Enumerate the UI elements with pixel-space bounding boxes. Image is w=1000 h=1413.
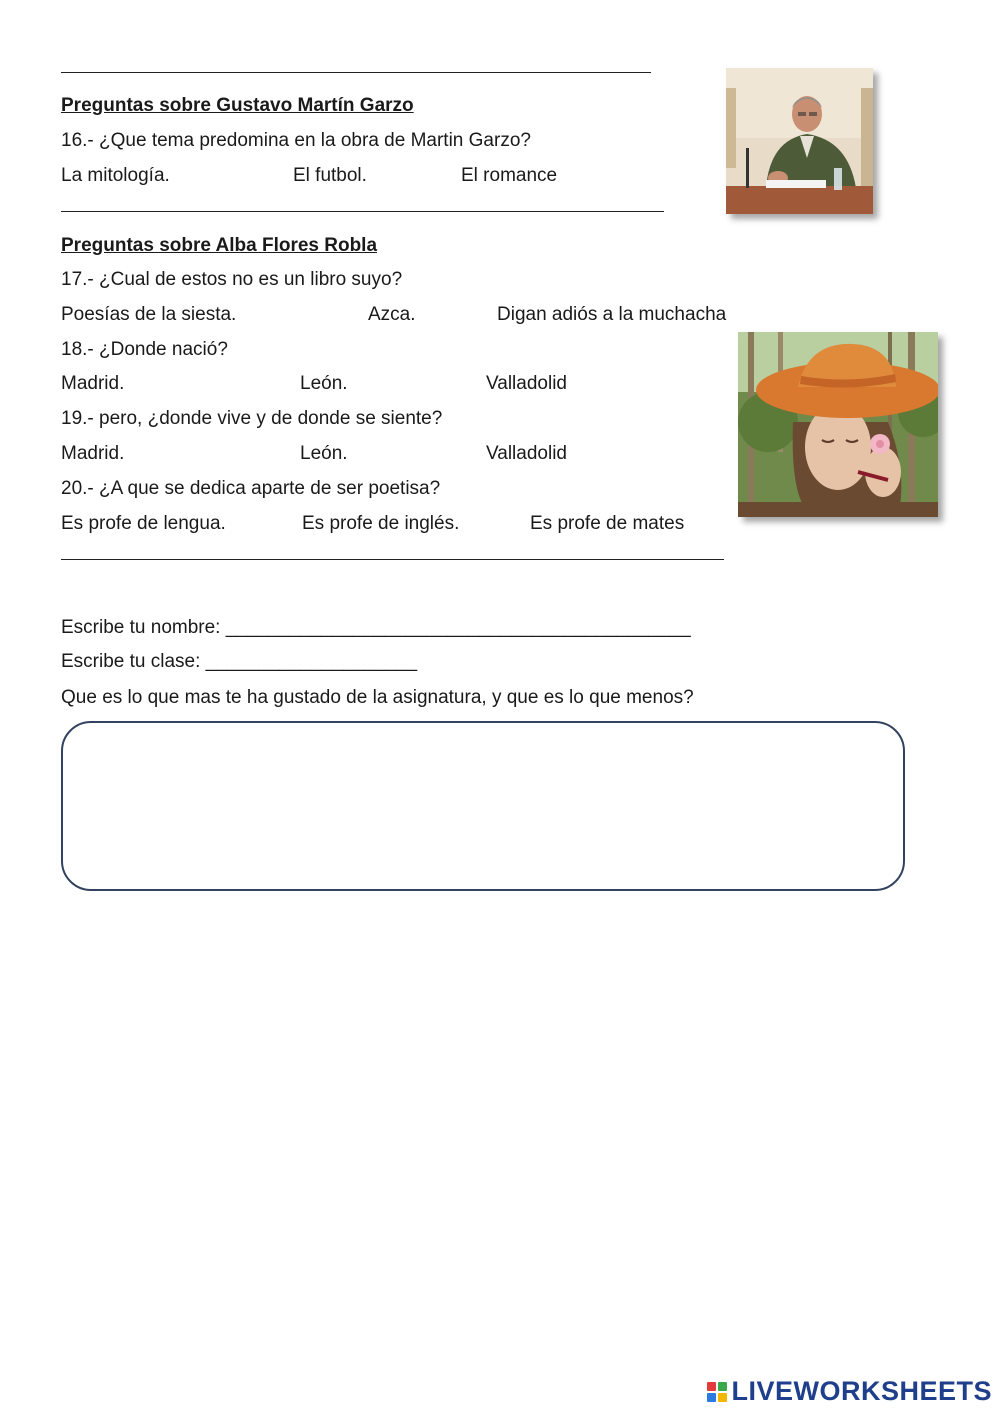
option-20-b[interactable]: Es profe de inglés.	[302, 513, 460, 534]
option-16-b[interactable]: El futbol.	[293, 165, 367, 186]
class-prompt	[61, 651, 417, 673]
liveworksheets-watermark	[707, 1376, 992, 1407]
option-19-a[interactable]: Madrid.	[61, 443, 125, 464]
name-field[interactable]: ____________________________________________	[225, 617, 691, 638]
option-20-a[interactable]: Es profe de lengua.	[61, 513, 226, 534]
brand-text: LIVEWORKSHEETS	[731, 1376, 992, 1406]
question-16: 16.- ¿Que tema predomina en la obra de Martin Garzo?	[61, 130, 531, 151]
option-16-c[interactable]: El romance	[461, 165, 558, 186]
option-18-a[interactable]: Madrid.	[61, 373, 125, 394]
option-18-b[interactable]: León.	[300, 373, 348, 394]
question-17: 17.- ¿Cual de estos no es un libro suyo?	[61, 269, 403, 290]
option-18-c[interactable]: Valladolid	[486, 373, 567, 394]
option-19-c[interactable]: Valladolid	[486, 443, 567, 464]
option-17-c[interactable]: Digan adiós a la muchacha	[497, 304, 727, 325]
garzo-photo	[726, 68, 873, 214]
question-20: 20.- ¿A que se dedica aparte de ser poetisa?	[61, 478, 441, 499]
alba-photo	[738, 332, 938, 517]
section-heading-alba: Preguntas sobre Alba Flores Robla	[61, 235, 378, 256]
option-20-c[interactable]: Es profe de mates	[530, 513, 685, 534]
section-heading-garzo: Preguntas sobre Gustavo Martín Garzo	[61, 95, 414, 116]
option-17-b[interactable]: Azca.	[368, 304, 416, 325]
name-prompt	[61, 617, 691, 639]
liveworksheets-logo-icon	[707, 1382, 727, 1402]
question-19: 19.- pero, ¿donde vive y de donde se siente?	[61, 408, 443, 429]
class-label: Escribe tu clase:	[61, 651, 206, 672]
option-19-b[interactable]: León.	[300, 443, 348, 464]
divider-garzo	[61, 211, 664, 212]
opinion-question: Que es lo que mas te ha gustado de la asignatura, y que es lo que menos?	[61, 687, 694, 708]
class-field[interactable]: ____________________	[205, 651, 418, 672]
opinion-answer-box[interactable]	[61, 721, 905, 891]
question-18: 18.- ¿Donde nació?	[61, 339, 228, 360]
divider-top	[61, 72, 651, 73]
divider-alba	[61, 559, 724, 560]
option-16-a[interactable]: La mitología.	[61, 165, 170, 186]
name-label: Escribe tu nombre:	[61, 617, 226, 638]
option-17-a[interactable]: Poesías de la siesta.	[61, 304, 237, 325]
